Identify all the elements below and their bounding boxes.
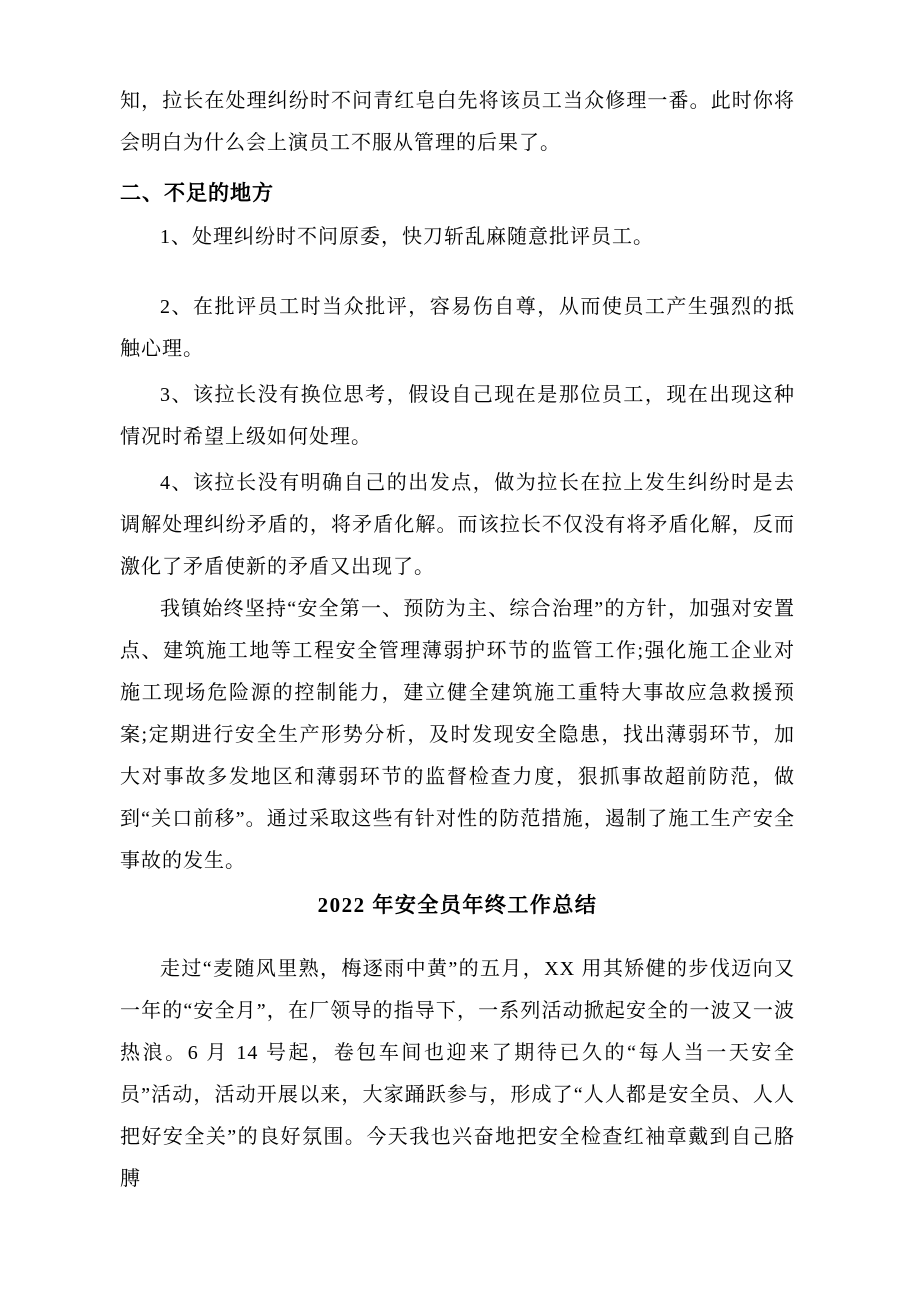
document-body: [120, 80, 795, 1200]
paragraph: 1、处理纠纷时不问原委，快刀斩乱麻随意批评员工。: [160, 226, 654, 248]
paragraph: 知，拉长在处理纠纷时不问青红皂白先将该员工当众修理一番。此时你将会明白为什么会上演员工不服从管理的后果了。: [120, 90, 795, 154]
paragraph: 2、在批评员工时当众批评，容易伤自尊，从而使员工产生强烈的抵触心理。: [120, 296, 795, 360]
paragraph: 3、该拉长没有换位思考，假设自己现在是那位员工，现在出现这种情况时希望上级如何处理。: [120, 384, 795, 448]
paragraph: 4、该拉长没有明确自己的出发点，做为拉长在拉上发生纠纷时是去调解处理纠纷矛盾的，将矛盾化解。而该拉长不仅没有将矛盾化解，反而激化了矛盾使新的矛盾又出现了。: [120, 472, 795, 578]
document-title: 2022 年安全员年终工作总结: [317, 893, 598, 917]
paragraph: 走过“麦随风里熟，梅逐雨中黄”的五月，XX 用其矫健的步伐迈向又一年的“安全月”，在厂领导的指导下，一系列活动掀起安全的一波又一波热浪。6 月 14 号起，卷包车间也迎来了期待已久的“每人当一天安全员”活动，活动开展以来，大家踊跃参与，形成了“人人都是安全员、人人把好安全关”的良好氛围。今天我也兴奋地把安全检查红袖章戴到自己胳膊: [120, 958, 795, 1190]
section-heading: 二、不足的地方: [120, 181, 274, 205]
paragraph: 我镇始终坚持“安全第一、预防为主、综合治理”的方针，加强对安置点、建筑施工地等工程安全管理薄弱护环节的监管工作;强化施工企业对施工现场危险源的控制能力，建立健全建筑施工重特大事故应急救援预案;定期进行安全生产形势分析，及时发现安全隐患，找出薄弱环节，加大对事故多发地区和薄弱环节的监督检查力度，狠抓事故超前防范，做到“关口前移”。通过采取这些有针对性的防范措施，遏制了施工生产安全事故的发生。: [120, 598, 795, 872]
